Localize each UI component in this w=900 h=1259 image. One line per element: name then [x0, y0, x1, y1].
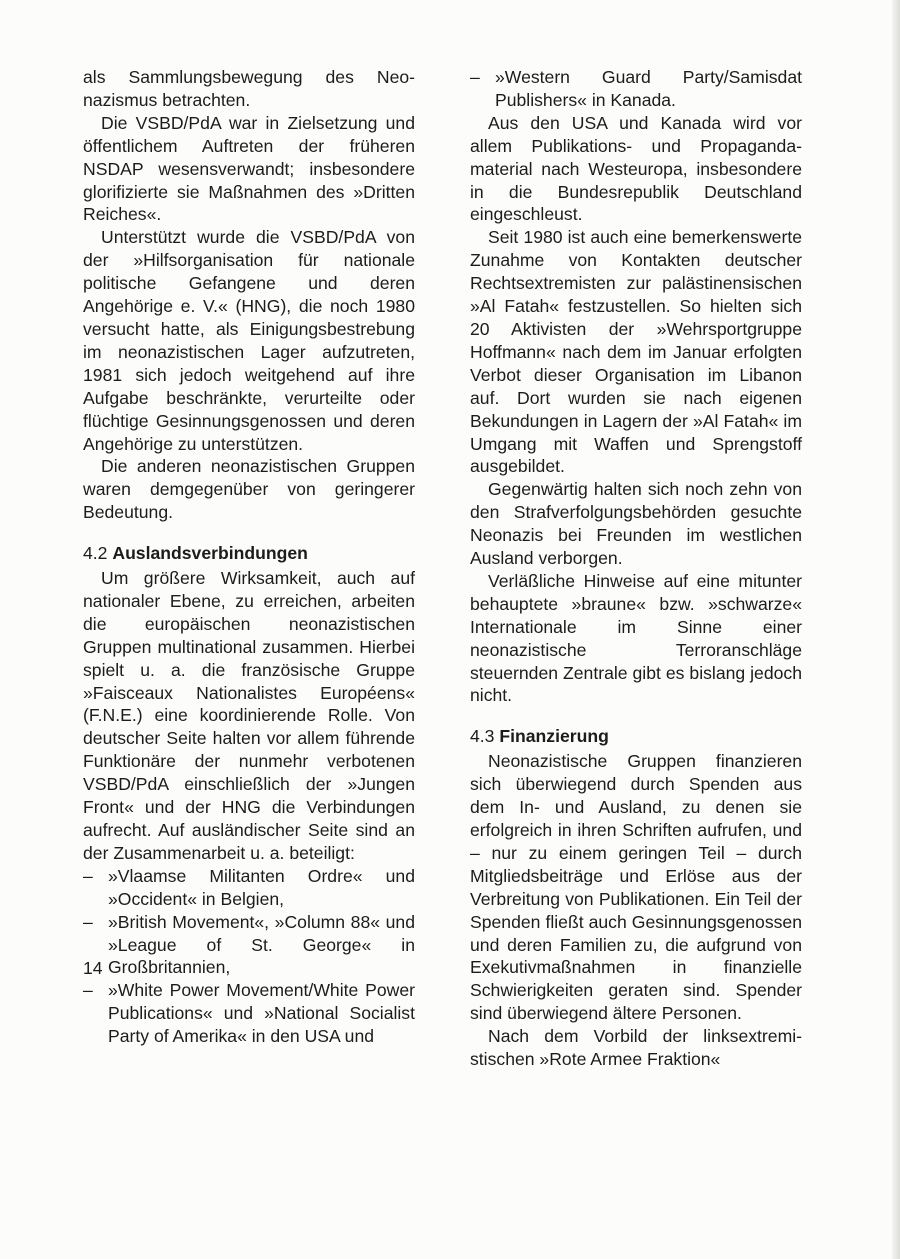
organization-list — [83, 865, 415, 1048]
paragraph: Die anderen neonazistischen Gruppen waren demgegenüber von geringerer Bedeutung. — [83, 456, 415, 523]
paragraph: Neonazistische Gruppen finanzieren sich überwiegend durch Spenden aus dem In- und Ausland, zu denen sie erfolgreich in ihren Schriften aufrufen, und – nur zu einem geringen Teil – durch Mitgliedsbeiträge und Erlöse aus der Verbreitung von Publikationen. Ein Teil der Spenden fließt auch Gesinnungsgenossen und deren Familien zu, die aufgrund von Exekutivmaßnahmen in finanzielle Schwierigkeiten geraten sind. Spender sind überwiegend ältere Personen. — [470, 751, 802, 1024]
section-title: Auslandsverbindungen — [112, 543, 308, 564]
paragraph: Nach dem Vorbild der linksextremistischen »Rote Armee Fraktion« — [470, 1026, 802, 1070]
section-heading-4-3 — [470, 725, 802, 748]
section-heading-4-2 — [83, 542, 415, 565]
paragraph: Unterstützt wurde die VSBD/PdA von der »Hilfsorganisation für nationale politische Gefangene und deren Angehörige e. V.« (HNG), die noch 1980 versucht hatte, als Einigungsbestrebung im neonazistischen Lager aufzutreten, 1981 sich jedoch weitgehend auf ihre Aufgabe beschränkte, verurteilte oder flüchtige Gesinnungsgenossen und deren Angehörige zu unterstützen. — [83, 227, 415, 454]
list-item: – »Western Guard Party/Samisdat Publishers« in Kanada. — [470, 66, 802, 112]
list-item: – »White Power Movement/White Power Publications« und »National Socialist Party of Amerika« in den USA und — [83, 979, 415, 1048]
section-number: 4.2 — [83, 543, 108, 564]
list-item: – »Vlaamse Militanten Ordre« und »Occident« in Belgien, — [83, 865, 415, 911]
section-title: Finanzierung — [499, 726, 609, 747]
right-column — [470, 66, 802, 1071]
page-number: 14 — [83, 958, 103, 978]
paragraph: Verläßliche Hinweise auf eine mitunter behauptete »braune« bzw. »schwarze« Internationale im Sinne einer neonazistische Terroranschläge steuernden Zentrale gibt es bislang jedoch nicht. — [470, 570, 802, 706]
paragraph: Aus den USA und Kanada wird vor allem Publikations- und Propagandamaterial nach Westeuropa, insbesondere in die Bundesrepublik Deutschland eingeschleust. — [470, 112, 802, 225]
paragraph: Seit 1980 ist auch eine bemerkenswerte Zunahme von Kontakten deutscher Rechtsextremisten zur palästinensischen »Al Fatah« festzustellen. So hielten sich 20 Aktivisten der »Wehrsportgruppe Hoffmann« nach dem im Januar erfolgten Verbot dieser Organisation im Libanon auf. Dort wurden sie nach eigenen Bekundungen in Lagern der »Al Fatah« im Umgang mit Waffen und Sprengstoff ausgebildet. — [470, 227, 802, 477]
paragraph: Die VSBD/PdA war in Zielsetzung und öffentlichem Auftreten der früheren NSDAP wesensverwandt; insbesondere glorifizierte sie Maßnahmen des »Dritten Reiches«. — [83, 112, 415, 225]
left-column — [83, 66, 415, 1048]
organization-list-continued — [470, 66, 802, 112]
paragraph: Gegenwärtig halten sich noch zehn von den Strafverfolgungsbehörden gesuchte Neonazis bei Freunden im westlichen Ausland verborgen. — [470, 479, 802, 569]
list-item: – »British Movement«, »Column 88« und »League of St. George« in Großbritannien, — [83, 911, 415, 980]
page-edge-shadow — [892, 0, 900, 1259]
section-number: 4.3 — [470, 726, 495, 747]
paragraph: Um größere Wirksamkeit, auch auf nationaler Ebene, zu erreichen, arbeiten die europäischen neonazistischen Gruppen multinational zusammen. Hierbei spielt u. a. die französische Gruppe »Faisceaux Nationalistes Européens« (F.N.E.) eine koordinierende Rolle. Von deutscher Seite halten vor allem führende Funktionäre der nunmehr verbotenen VSBD/PdA einschließlich der »Jungen Front« und der HNG die Verbindungen aufrecht. Auf ausländischer Seite sind an der Zusammenarbeit u. a. beteiligt: — [83, 568, 415, 863]
paragraph: als Sammlungsbewegung des Neonazismus betrachten. — [83, 67, 415, 110]
